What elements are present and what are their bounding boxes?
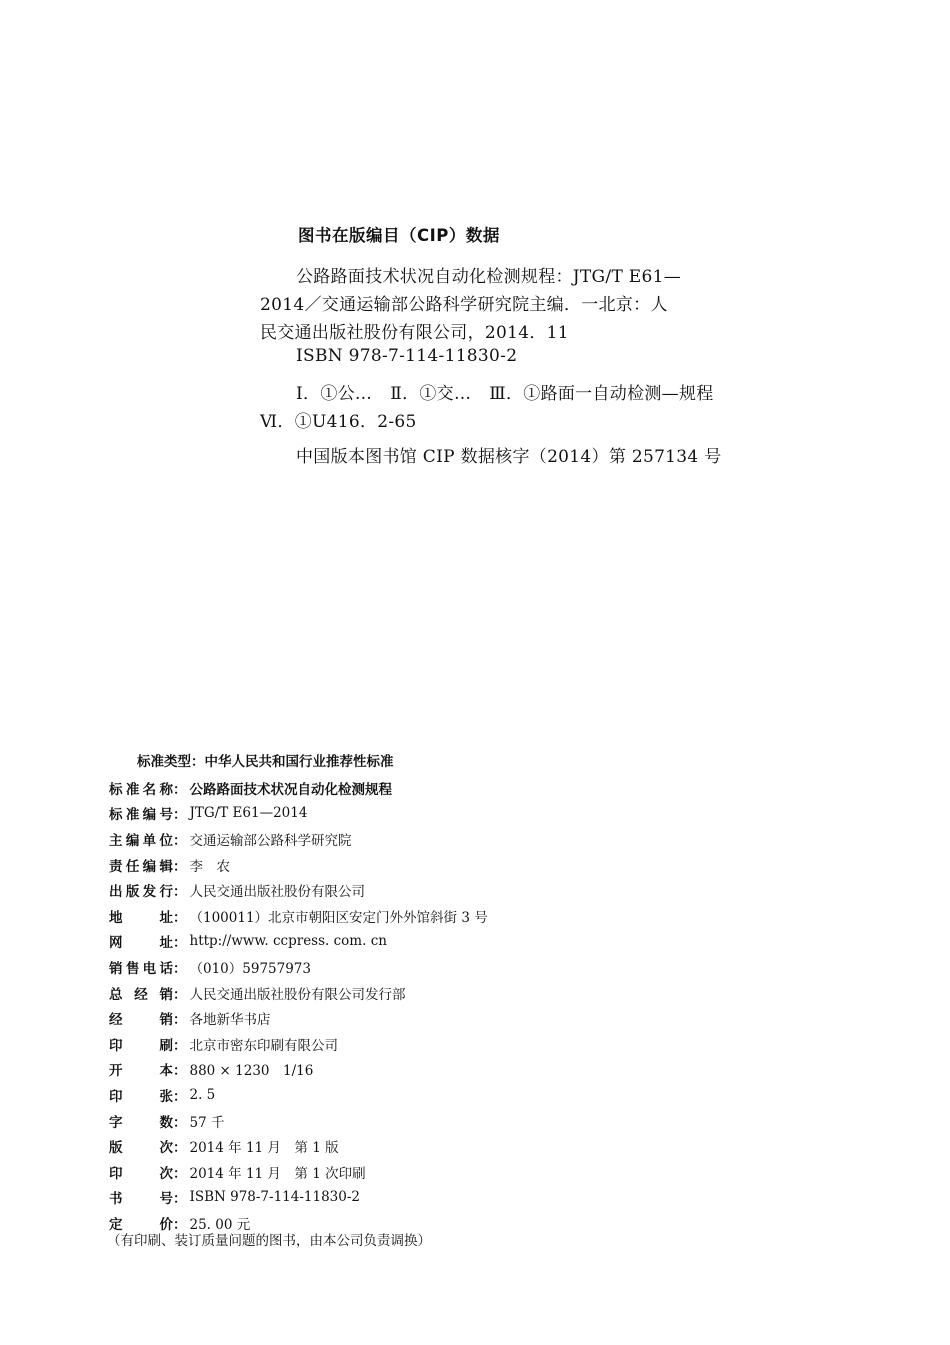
info-row: 出版发行 ： 人民交通出版社股份有限公司 [109,877,709,903]
info-value: 2. 5 [189,1086,216,1103]
info-row: 版 次 ： 2014 年 11 月 第 1 版 [109,1133,709,1159]
quality-note: （有印刷、装订质量问题的图书，由本公司负责调换） [107,1233,431,1249]
cip-class-2: Ⅱ．①交… [390,384,472,404]
info-value: 人民交通出版社股份有限公司 [189,884,365,901]
info-label: 经 销 [109,1012,173,1029]
info-row: 标准名称 ： 公路路面技术状况自动化检测规程 [109,775,709,801]
cip-entry-line-3: 民交通出版社股份有限公司，2014．11 [260,323,569,343]
info-value: 人民交通出版社股份有限公司发行部 [189,986,406,1003]
info-value: 交通运输部公路科学研究院 [189,832,352,849]
info-label: 地 址 [109,909,173,926]
cip-class-3: Ⅲ．①路面一自动检测—规程 [489,384,714,404]
info-value: ISBN 978-7-114-11830-2 [189,1189,361,1206]
info-row: 定 价 ： 25. 00 元 [109,1210,709,1236]
info-label: 标准编号 [109,807,173,824]
cip-entry-line-1: 公路路面技术状况自动化检测规程：JTG/T E61— [296,267,682,287]
info-row: 网 址 ： http://www. ccpress. com. cn [109,933,387,952]
info-row: 印 张 ： 2. 5 [109,1086,216,1105]
standard-type-header: 标准类型：中华人民共和国行业推荐性标准 [137,754,394,770]
info-value: （100011）北京市朝阳区安定门外外馆斜街 3 号 [189,909,488,926]
cip-title: 图书在版编目（CIP）数据 [298,226,500,245]
info-label: 标准名称 [109,781,173,798]
info-row: 书 号 ： ISBN 978-7-114-11830-2 [109,1189,361,1208]
info-label: 主编单位 [109,832,173,849]
cip-entry-line-2: 2014／交通运输部公路科学研究院主编．一北京：人 [260,295,668,315]
info-value: 57 千 [189,1114,225,1131]
info-label: 印 次 [109,1165,173,1182]
info-row: 开 本 ： 880 × 1230 1/16 [109,1057,709,1083]
info-label: 书 号 [109,1191,173,1208]
info-value: 880 × 1230 1/16 [189,1063,314,1080]
info-value: JTG/T E61—2014 [189,805,308,822]
info-label: 版 次 [109,1140,173,1157]
info-value: 各地新华书店 [189,1012,271,1029]
cip-isbn: ISBN 978-7-114-11830-2 [296,346,518,366]
info-label: 开 本 [109,1063,173,1080]
info-label: 定 价 [109,1216,173,1233]
info-label: 责任编辑 [109,858,173,875]
info-value: 北京市密东印刷有限公司 [189,1037,338,1054]
info-label: 网 址 [109,935,173,952]
info-label: 印 张 [109,1088,173,1105]
info-label: 出版发行 [109,884,173,901]
info-row: 字 数 ： 57 千 [109,1108,709,1134]
cip-record-number: 中国版本图书馆 CIP 数据核字（2014）第 257134 号 [296,447,722,467]
info-label: 总 经 销 [109,986,173,1003]
cip-classification-line [296,379,714,404]
info-value: http://www. ccpress. com. cn [189,933,387,950]
info-row: 印 刷 ： 北京市密东印刷有限公司 [109,1031,709,1057]
info-row: 标准编号 ： JTG/T E61—2014 [109,805,308,824]
info-label: 字 数 [109,1114,173,1131]
info-value: 2014 年 11 月 第 1 版 [189,1140,339,1157]
info-row: 主编单位 ： 交通运输部公路科学研究院 [109,826,709,852]
info-row: 总 经 销 ： 人民交通出版社股份有限公司发行部 [109,980,709,1006]
info-value: 25. 00 元 [189,1216,251,1233]
info-row: 销售电话 ： （010）59757973 [109,954,709,980]
info-row: 经 销 ： 各地新华书店 [109,1005,709,1031]
info-value: 2014 年 11 月 第 1 次印刷 [189,1165,366,1182]
info-row: 责任编辑 ： 李 农 [109,852,709,878]
cip-class-1: Ⅰ．①公… [296,384,373,404]
info-label: 销售电话 [109,960,173,977]
info-value: （010）59757973 [189,960,311,977]
info-row: 地 址 ： （100011）北京市朝阳区安定门外外馆斜街 3 号 [109,903,709,929]
info-label: 印 刷 [109,1037,173,1054]
info-value: 李 农 [189,858,230,875]
info-row: 印 次 ： 2014 年 11 月 第 1 次印刷 [109,1159,709,1185]
cip-class-4: Ⅵ．①U416．2-65 [260,412,417,432]
info-value: 公路路面技术状况自动化检测规程 [189,781,392,798]
publication-info-list [109,775,709,1236]
